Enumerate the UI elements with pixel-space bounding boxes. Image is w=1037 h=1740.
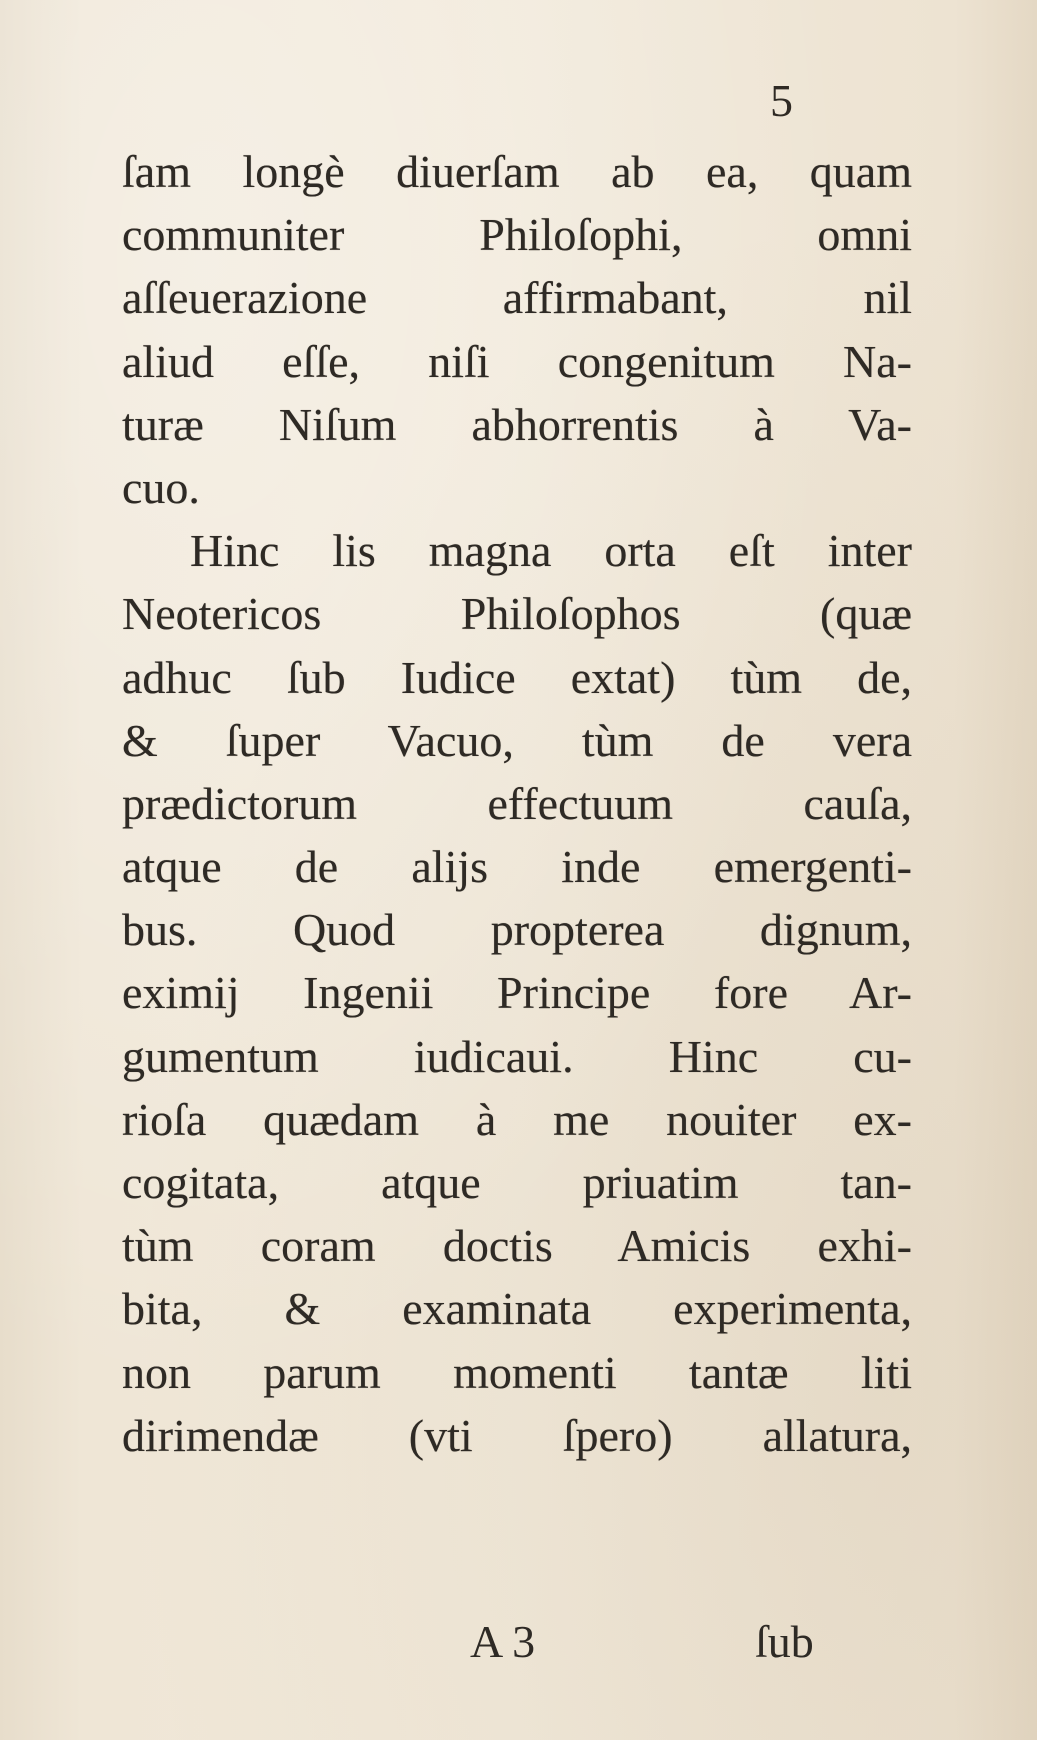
text-line: bus. Quod propterea dignum, bbox=[122, 904, 912, 956]
text-line: Hinc lis magna orta eſt inter bbox=[190, 525, 912, 577]
text-line: turæ Niſum abhorrentis à Va- bbox=[122, 398, 912, 450]
body-text bbox=[122, 140, 912, 1467]
text-line: cogitata, atque priuatim tan- bbox=[122, 1157, 912, 1208]
signature-mark: A 3 bbox=[470, 1616, 536, 1667]
text-line: tùm coram doctis Amicis exhi- bbox=[122, 1220, 912, 1272]
text-line: bita, & examinata experimenta, bbox=[122, 1283, 912, 1335]
text-line: dirimendæ (vti ſpero) allatura, bbox=[122, 1409, 912, 1461]
text-line: communiter Philoſophi, omni bbox=[122, 209, 912, 261]
catchword: ſub bbox=[755, 1616, 814, 1667]
text-line: aliud eſſe, niſi congenitum Na- bbox=[122, 335, 912, 387]
text-line: prædictorum effectuum cauſa, bbox=[122, 777, 912, 829]
text-line: rioſa quædam à me nouiter ex- bbox=[122, 1093, 912, 1145]
text-line: gumentum iudicaui. Hinc cu- bbox=[122, 1030, 912, 1082]
text-line: Neotericos Philoſophos (quæ bbox=[122, 588, 912, 640]
text-line: non parum momenti tantæ liti bbox=[122, 1346, 912, 1398]
text-line: eximij Ingenii Principe fore Ar- bbox=[122, 967, 912, 1019]
text-line: adhuc ſub Iudice extat) tùm de, bbox=[122, 651, 912, 703]
text-line: cuo. bbox=[122, 461, 200, 513]
page-number: 5 bbox=[770, 75, 793, 126]
text-line: atque de alijs inde emergenti- bbox=[122, 841, 912, 893]
text-line: ſam longè diuerſam ab ea, quam bbox=[122, 146, 912, 197]
text-line: & ſuper Vacuo, tùm de vera bbox=[122, 714, 912, 766]
text-line: aſſeuerazione affirmabant, nil bbox=[122, 272, 912, 324]
